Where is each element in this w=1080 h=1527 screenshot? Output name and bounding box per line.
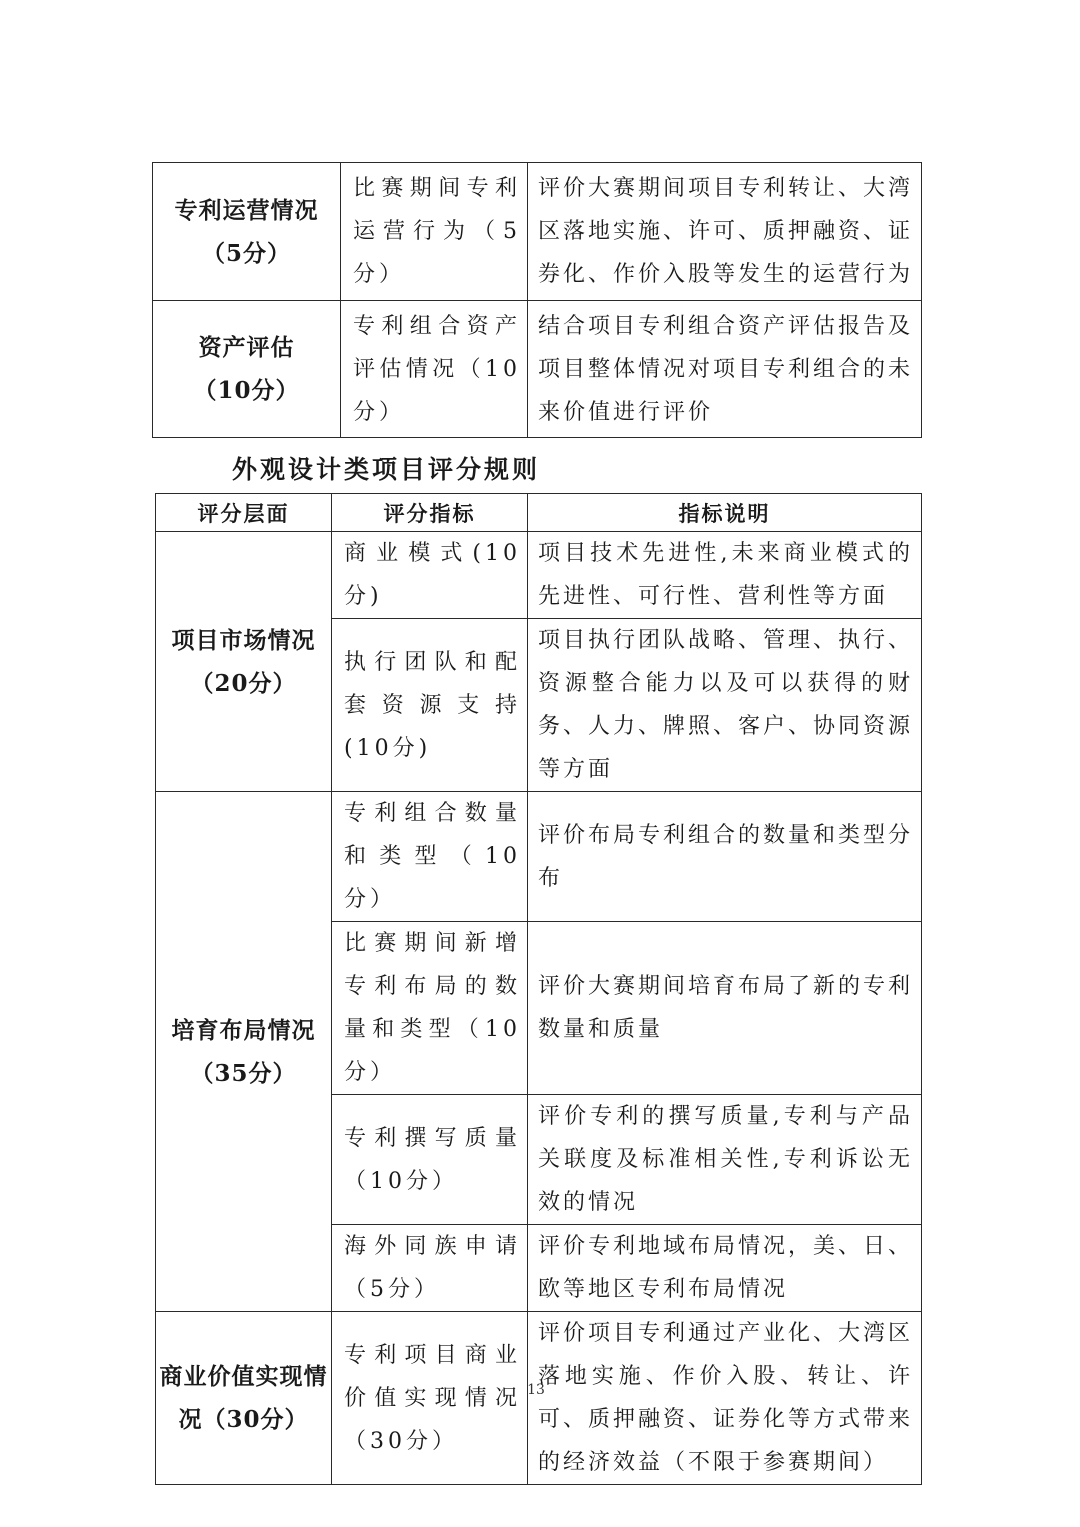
scoring-level-cell xyxy=(153,301,341,438)
design-scoring-table xyxy=(155,493,922,1485)
scoring-level-name: 项目市场情况 xyxy=(171,626,316,654)
indicator-description-cell: 评价大赛期间项目专利转让、大湾区落地实施、许可、质押融资、证券化、作价入股等发生的运营行为 xyxy=(528,163,922,301)
scoring-level-cell xyxy=(156,792,332,1312)
table-row xyxy=(153,163,922,301)
indicator-description-cell: 评价布局专利组合的数量和类型分布 xyxy=(528,792,922,922)
column-header-description: 指标说明 xyxy=(528,494,922,532)
scoring-level-cell xyxy=(153,163,341,301)
scoring-level-cell xyxy=(156,1312,332,1485)
scoring-indicator-cell: 执行团队和配套资源支持(10分) xyxy=(332,619,528,792)
scoring-level-points: （35分） xyxy=(190,1059,297,1087)
table-row xyxy=(156,1312,922,1485)
scoring-indicator-cell: 比赛期间专利运营行为（5分） xyxy=(341,163,528,301)
indicator-description-cell: 项目执行团队战略、管理、执行、资源整合能力以及可以获得的财务、人力、牌照、客户、协同资源等方面 xyxy=(528,619,922,792)
table-row xyxy=(156,792,922,922)
indicator-description-cell: 项目技术先进性,未来商业模式的先进性、可行性、营利性等方面 xyxy=(528,532,922,619)
indicator-description-cell: 结合项目专利组合资产评估报告及项目整体情况对项目专利组合的未来价值进行评价 xyxy=(528,301,922,438)
scoring-level-cell xyxy=(156,532,332,792)
section-title: 外观设计类项目评分规则 xyxy=(232,455,541,484)
scoring-indicator-cell: 商业模式(10分) xyxy=(332,532,528,619)
column-header-level: 评分层面 xyxy=(156,494,332,532)
table-row xyxy=(156,532,922,619)
indicator-description-cell: 评价大赛期间培育布局了新的专利数量和质量 xyxy=(528,922,922,1095)
scoring-level-name: 商业价值实现情况（30分） xyxy=(159,1363,328,1433)
scoring-indicator-cell: 专利项目商业价值实现情况（30分） xyxy=(332,1312,528,1485)
scoring-level-name: 培育布局情况 xyxy=(171,1016,316,1044)
scoring-table-continued xyxy=(152,162,922,438)
scoring-level-name: 专利运营情况 xyxy=(174,196,319,224)
scoring-level-points: （5分） xyxy=(201,239,291,267)
column-header-indicator: 评分指标 xyxy=(332,494,528,532)
scoring-indicator-cell: 专利组合数量和类型（10分） xyxy=(332,792,528,922)
page-number: 13 xyxy=(527,1382,545,1398)
scoring-indicator-cell: 比赛期间新增专利布局的数量和类型（10分） xyxy=(332,922,528,1095)
scoring-indicator-cell: 专利组合资产评估情况（10分） xyxy=(341,301,528,438)
scoring-level-points: （20分） xyxy=(190,669,297,697)
scoring-indicator-cell: 专利撰写质量（10分） xyxy=(332,1095,528,1225)
indicator-description-cell: 评价项目专利通过产业化、大湾区落地实施、作价入股、转让、许可、质押融资、证券化等方式带来的经济效益（不限于参赛期间） xyxy=(528,1312,922,1485)
table-header-row xyxy=(156,494,922,532)
scoring-level-name: 资产评估 xyxy=(198,334,295,361)
indicator-description-cell: 评价专利的撰写质量,专利与产品关联度及标准相关性,专利诉讼无效的情况 xyxy=(528,1095,922,1225)
scoring-indicator-cell: 海外同族申请（5分） xyxy=(332,1225,528,1312)
scoring-level-points: （10分） xyxy=(193,377,300,404)
indicator-description-cell: 评价专利地域布局情况，美、日、欧等地区专利布局情况 xyxy=(528,1225,922,1312)
table-row xyxy=(153,301,922,438)
